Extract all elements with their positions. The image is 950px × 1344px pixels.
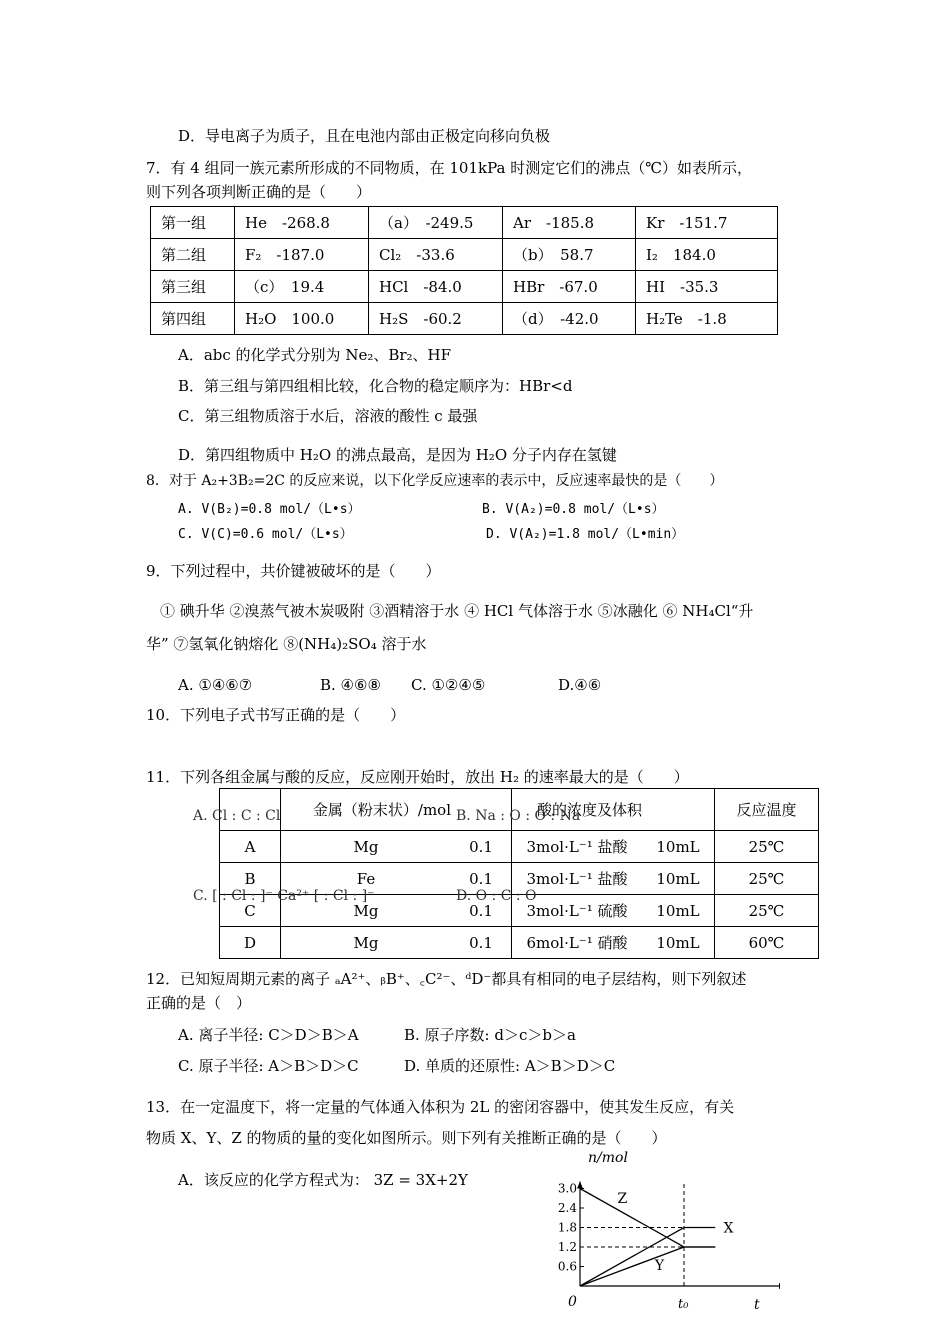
q9-option-c: C. ①②④⑤ [411,676,486,694]
table-cell: Kr -151.7 [636,207,778,239]
table-cell: （a） -249.5 [369,207,503,239]
q9-option-b: B. ④⑥⑧ [320,676,381,694]
q8-stem: 8．对于 A₂+3B₂=2C 的反应来说，以下化学反应速率的表示中，反应速率最快的是（ ） [146,473,724,489]
table-cell: 第一组 [151,207,235,239]
q8-option-c: C. V(C)=0.6 mol/（L•s） [178,527,353,542]
table-cell: 25℃ [715,895,819,927]
table-header: 酸的浓度及体积 [512,789,643,831]
q12-option-a: A. 离子半径: C＞D＞B＞A [178,1026,359,1044]
table-cell: HBr -67.0 [503,271,636,303]
q9-items-line2: 华” ⑦氢氧化钠熔化 ⑧(NH₄)₂SO₄ 溶于水 [146,635,427,653]
table-cell: H₂Te -1.8 [636,303,778,335]
table-cell: D [220,927,281,959]
table-cell: 10mL [642,895,715,927]
q12-stem-line2: 正确的是（ ） [146,994,252,1012]
table-cell: 10mL [642,863,715,895]
table-row [151,239,778,271]
table-cell: 25℃ [715,863,819,895]
table-cell: Mg [281,927,452,959]
q11-stem: 11．下列各组金属与酸的反应，反应刚开始时，放出 H₂ 的速率最大的是（ ） [146,768,689,786]
q9-option-d: D.④⑥ [558,676,602,694]
table-cell: B [220,863,281,895]
table-header: 反应温度 [715,789,819,831]
q7-option-c: C．第三组物质溶于水后，溶液的酸性 c 最强 [178,407,478,425]
table-cell: 第三组 [151,271,235,303]
q13-amount-time-chart [540,1148,780,1313]
q8-option-a: A. V(B₂)=0.8 mol/（L•s） [178,502,361,517]
table-cell: H₂S -60.2 [369,303,503,335]
table-row [151,271,778,303]
q10-stem: 10．下列电子式书写正确的是（ ） [146,706,406,724]
q10-option-d: D. O : C : O [456,888,537,904]
q7-stem-line2: 则下列各项判断正确的是（ ） [146,183,372,201]
q13-option-a: A．该反应的化学方程式为： 3Z = 3X+2Y [178,1171,468,1189]
table-cell: （c） 19.4 [235,271,369,303]
x-axis-arrow-icon [779,1283,780,1289]
series-line-x [580,1228,715,1287]
q8-option-d: D. V(A₂)=1.8 mol/（L•min） [486,527,685,542]
table-cell: 0.1 [451,831,512,863]
x-axis-label: t [754,1297,760,1313]
table-cell: Cl₂ -33.6 [369,239,503,271]
q9-stem: 9．下列过程中，共价键被破坏的是（ ） [146,562,441,580]
table-cell: 6mol·L⁻¹ 硝酸 [512,927,643,959]
table-cell: Ar -185.8 [503,207,636,239]
y-tick-label: 1.8 [557,1220,577,1235]
table-cell: C [220,895,281,927]
series-line-z [580,1189,715,1248]
table-cell: 10mL [642,927,715,959]
series-line-y [580,1247,715,1286]
table-cell: 0.1 [451,895,512,927]
y-tick-label: 3.0 [557,1181,577,1196]
y-tick-label: 2.4 [557,1201,577,1215]
q12-stem-line1: 12．已知短周期元素的离子 ₐA²⁺、ᵦB⁺、꜀C²⁻、ᵈD⁻都具有相同的电子层结构，则下列叙述 [146,970,747,988]
q12-option-d: D. 单质的还原性: A＞B＞D＞C [404,1057,616,1075]
table-cell: 60℃ [715,927,819,959]
table-header [642,789,715,831]
y-tick-label: 0.6 [557,1259,577,1274]
table-cell: 10mL [642,831,715,863]
table-cell: 0.1 [451,863,512,895]
table-cell: 0.1 [451,927,512,959]
series-label-x: X [723,1220,734,1237]
q13-stem-line2: 物质 X、Y、Z 的物质的量的变化如图所示。则下列有关推断正确的是（ ） [146,1129,667,1147]
table-cell: Mg [281,831,452,863]
q9-option-a: A. ①④⑥⑦ [178,676,253,694]
table-cell: A [220,831,281,863]
q13-stem-line1: 13．在一定温度下，将一定量的气体通入体积为 2L 的密闭容器中，使其发生反应，有关 [146,1098,735,1116]
table-row [151,303,778,335]
q10-option-b: B. Na : O : O : Na [456,808,581,824]
q12-option-c: C. 原子半径: A＞B＞D＞C [178,1057,359,1075]
q6-option-d: D．导电离子为质子，且在电池内部由正极定向移向负极 [178,127,551,145]
q10-option-a: A. Cl : C : Cl [193,808,281,824]
series-label-y: Y [654,1257,665,1274]
table-cell: 25℃ [715,831,819,863]
origin-label: 0 [568,1294,577,1310]
table-header: 金属（粉末状）/mol [281,789,452,831]
x-tick-label: t₀ [678,1297,689,1312]
table-cell: F₂ -187.0 [235,239,369,271]
table-row [220,927,819,959]
q7-boiling-point-table [150,206,778,335]
y-tick-label: 1.2 [557,1240,577,1254]
table-cell: Mg [281,895,452,927]
q7-option-b: B．第三组与第四组相比较，化合物的稳定顺序为：HBr<d [178,377,573,395]
y-axis-arrow-icon [577,1182,583,1189]
table-row [220,831,819,863]
table-cell: I₂ 184.0 [636,239,778,271]
q7-option-a: A．abc 的化学式分别为 Ne₂、Br₂、HF [178,346,452,364]
table-row [151,207,778,239]
table-cell: H₂O 100.0 [235,303,369,335]
q7-option-d: D．第四组物质中 H₂O 的沸点最高，是因为 H₂O 分子内存在氢键 [178,446,617,464]
q8-option-b: B. V(A₂)=0.8 mol/（L•s） [482,502,665,517]
table-cell: Fe [281,863,452,895]
table-cell: 3mol·L⁻¹ 盐酸 [512,863,643,895]
q10-option-c: C. [ : Cl : ]⁻ Ca²⁺ [ : Cl : ]⁻ [193,888,375,904]
table-cell: 第二组 [151,239,235,271]
y-axis-label: n/mol [588,1150,628,1166]
q9-items-line1: ① 碘升华 ②溴蒸气被木炭吸附 ③酒精溶于水 ④ HCl 气体溶于水 ⑤冰融化 ⑥ NH₄Cl“升 [160,602,754,620]
series-label-z: Z [617,1191,628,1208]
table-cell: HI -35.3 [636,271,778,303]
q12-option-b: B. 原子序数: d＞c＞b＞a [404,1026,576,1044]
table-cell: He -268.8 [235,207,369,239]
table-cell: （d） -42.0 [503,303,636,335]
table-cell: （b） 58.7 [503,239,636,271]
table-cell: 3mol·L⁻¹ 盐酸 [512,831,643,863]
table-cell: 3mol·L⁻¹ 硫酸 [512,895,643,927]
table-cell: 第四组 [151,303,235,335]
q7-stem-line1: 7．有 4 组同一族元素所形成的不同物质，在 101kPa 时测定它们的沸点（℃）如表所示， [146,159,753,177]
table-cell: HCl -84.0 [369,271,503,303]
